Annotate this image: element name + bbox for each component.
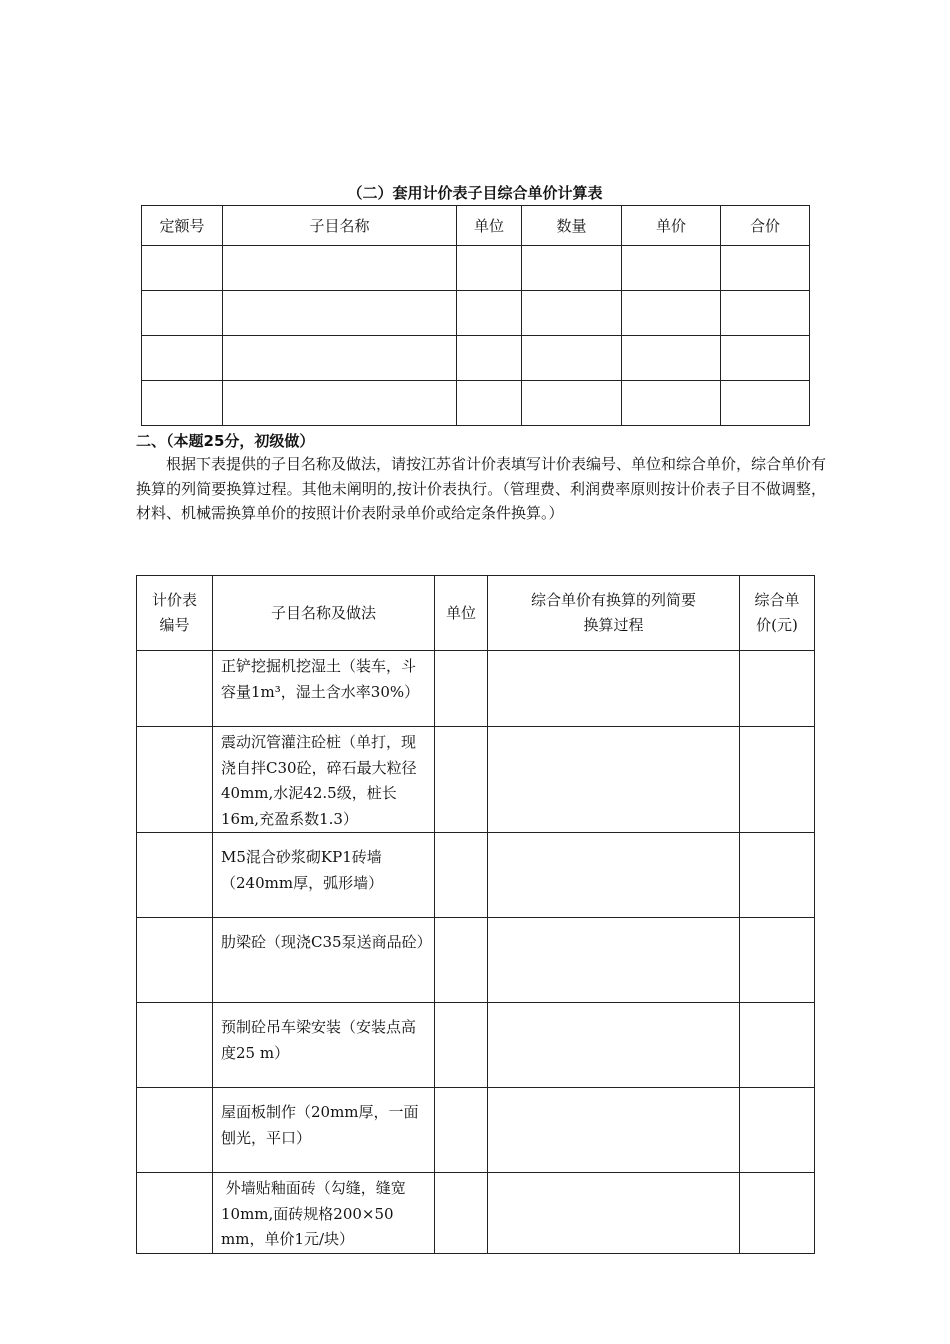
unit-cell[interactable] <box>435 727 488 833</box>
code-cell[interactable] <box>137 727 213 833</box>
blank-cell[interactable] <box>622 246 721 291</box>
table1-header-row <box>142 206 810 246</box>
pricing-answer-table <box>136 575 815 1254</box>
code-cell[interactable] <box>137 918 213 1003</box>
blank-cell[interactable] <box>457 381 522 426</box>
header-item-and-method: 子目名称及做法 <box>213 576 435 651</box>
blank-cell[interactable] <box>522 246 622 291</box>
item-name: 正铲挖掘机挖湿土（装车，斗容量1m³，湿土含水率30%） <box>213 651 435 727</box>
code-cell[interactable] <box>137 1173 213 1254</box>
blank-cell[interactable] <box>457 246 522 291</box>
header-code: 计价表 编号 <box>137 576 213 651</box>
table2-header-row <box>137 576 815 651</box>
unit-cell[interactable] <box>435 1173 488 1254</box>
item-name: 外墙贴釉面砖（勾缝，缝宽10mm,面砖规格200×50 mm，单价1元/块） <box>213 1173 435 1254</box>
process-cell[interactable] <box>488 651 740 727</box>
item-name: M5混合砂浆砌KP1砖墙（240mm厚，弧形墙） <box>213 833 435 918</box>
price-cell[interactable] <box>740 1088 815 1173</box>
unit-cell[interactable] <box>435 651 488 727</box>
header-quantity: 数量 <box>522 206 622 246</box>
blank-cell[interactable] <box>142 336 223 381</box>
table1-title: （二）套用计价表子目综合单价计算表 <box>347 184 603 202</box>
unit-cell[interactable] <box>435 1088 488 1173</box>
blank-cell[interactable] <box>622 291 721 336</box>
code-cell[interactable] <box>137 1003 213 1088</box>
price-cell[interactable] <box>740 1003 815 1088</box>
blank-cell[interactable] <box>142 381 223 426</box>
blank-cell[interactable] <box>142 291 223 336</box>
blank-cell[interactable] <box>223 246 457 291</box>
table-row <box>137 918 815 1003</box>
question-instructions: 根据下表提供的子目名称及做法，请按江苏省计价表填写计价表编号、单位和综合单价，综合单价有换算的列简要换算过程。其他未阐明的,按计价表执行。（管理费、利润费率原则按计价表子目不做调整，材料、机械需换算单价的按照计价表附录单价或给定条件换算。） <box>136 455 827 522</box>
header-unit-price: 单价 <box>622 206 721 246</box>
blank-cell[interactable] <box>622 336 721 381</box>
blank-cell[interactable] <box>223 291 457 336</box>
table-row <box>137 727 815 833</box>
item-name: 屋面板制作（20mm厚，一面刨光，平口） <box>213 1088 435 1173</box>
unit-cell[interactable] <box>435 1003 488 1088</box>
process-cell[interactable] <box>488 1088 740 1173</box>
blank-cell[interactable] <box>721 336 810 381</box>
price-cell[interactable] <box>740 651 815 727</box>
code-cell[interactable] <box>137 1088 213 1173</box>
price-cell[interactable] <box>740 918 815 1003</box>
price-cell[interactable] <box>740 833 815 918</box>
code-cell[interactable] <box>137 833 213 918</box>
code-cell[interactable] <box>137 651 213 727</box>
blank-cell[interactable] <box>522 336 622 381</box>
blank-cell[interactable] <box>721 246 810 291</box>
item-name: 预制砼吊车梁安装（安装点高度25 m） <box>213 1003 435 1088</box>
table1-blank-row <box>142 336 810 381</box>
blank-cell[interactable] <box>522 291 622 336</box>
table1-blank-row <box>142 291 810 336</box>
blank-cell[interactable] <box>457 336 522 381</box>
price-cell[interactable] <box>740 1173 815 1254</box>
item-name: 肋梁砼（现浇C35泵送商品砼） <box>213 918 435 1003</box>
header-quota-no: 定额号 <box>142 206 223 246</box>
table-row <box>137 651 815 727</box>
table-row <box>137 1173 815 1254</box>
process-cell[interactable] <box>488 918 740 1003</box>
item-name: 震动沉管灌注砼桩（单打，现浇自拌C30砼，碎石最大粒径40mm,水泥42.5级，桩长16m,充盈系数1.3） <box>213 727 435 833</box>
blank-cell[interactable] <box>721 291 810 336</box>
unit-price-calculation-table <box>141 205 810 426</box>
table1-blank-row <box>142 246 810 291</box>
header-total-price: 合价 <box>721 206 810 246</box>
blank-cell[interactable] <box>457 291 522 336</box>
unit-cell[interactable] <box>435 833 488 918</box>
header-conversion-process: 综合单价有换算的列简要 换算过程 <box>488 576 740 651</box>
blank-cell[interactable] <box>142 246 223 291</box>
process-cell[interactable] <box>488 1173 740 1254</box>
table-row <box>137 833 815 918</box>
blank-cell[interactable] <box>223 336 457 381</box>
price-cell[interactable] <box>740 727 815 833</box>
table1-blank-row <box>142 381 810 426</box>
process-cell[interactable] <box>488 727 740 833</box>
table-row <box>137 1003 815 1088</box>
unit-cell[interactable] <box>435 918 488 1003</box>
process-cell[interactable] <box>488 833 740 918</box>
header-item-name: 子目名称 <box>223 206 457 246</box>
header-unit: 单位 <box>435 576 488 651</box>
table-row <box>137 1088 815 1173</box>
header-unit: 单位 <box>457 206 522 246</box>
blank-cell[interactable] <box>721 381 810 426</box>
question-heading: 二、（本题25分，初级做） <box>136 432 315 450</box>
blank-cell[interactable] <box>522 381 622 426</box>
process-cell[interactable] <box>488 1003 740 1088</box>
header-composite-price: 综合单 价(元) <box>740 576 815 651</box>
blank-cell[interactable] <box>223 381 457 426</box>
blank-cell[interactable] <box>622 381 721 426</box>
